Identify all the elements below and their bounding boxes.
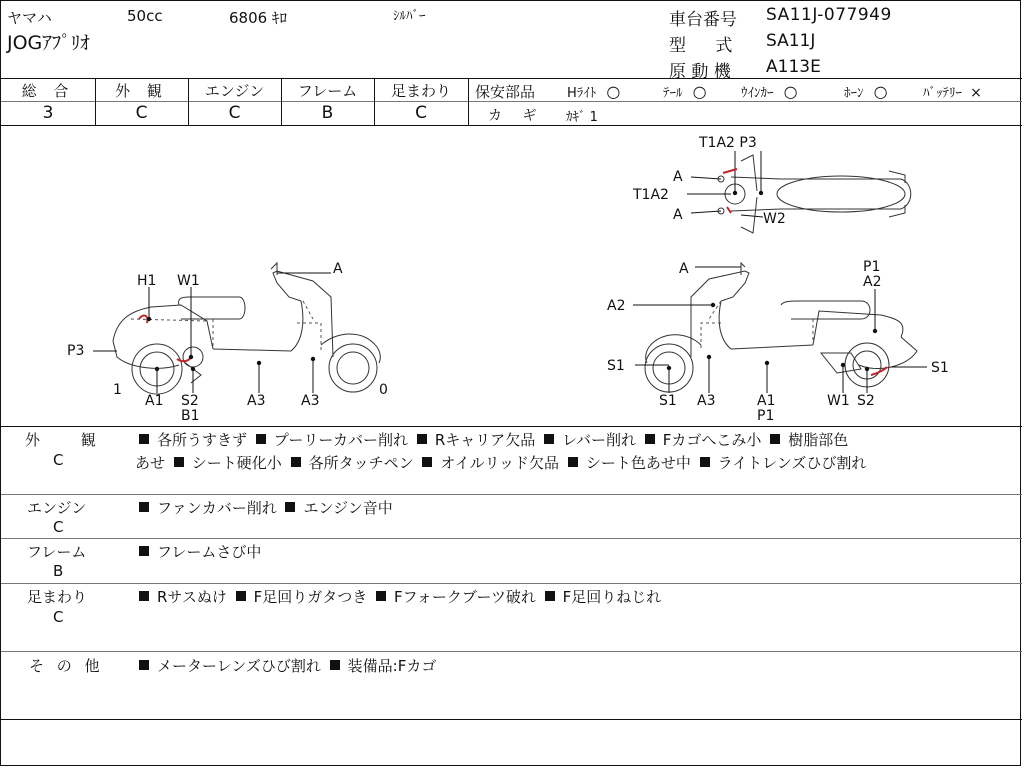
note-other-label: そ の 他 — [29, 657, 104, 675]
divider — [1, 101, 468, 102]
safety-item-battery — [923, 82, 982, 101]
note-item: 各所うすきず — [157, 431, 248, 449]
label-left-H1: H1 — [137, 273, 157, 289]
label-left-W1: W1 — [177, 273, 200, 289]
divider — [1, 494, 1022, 495]
label-right-P1-bottom: P1 — [757, 408, 775, 424]
divider — [468, 101, 1022, 102]
bullet-icon — [376, 591, 386, 601]
displacement: 50cc — [127, 7, 163, 25]
suspension-value: C — [415, 103, 427, 123]
bullet-icon — [174, 457, 184, 467]
divider — [1, 78, 1022, 79]
label-right-A2: A2 — [863, 274, 882, 290]
label-right-A: A — [679, 261, 689, 277]
bullet-icon — [545, 591, 555, 601]
note-item: シート硬化小 — [191, 454, 282, 472]
bullet-icon — [139, 660, 149, 670]
label-top-A-lower: A — [673, 207, 683, 223]
frame-no-label: 車台番号 — [669, 10, 737, 30]
suspension-label: 足まわり — [390, 82, 451, 100]
engine-model-value: A113E — [766, 57, 821, 77]
mileage: 6806 ｷﾛ — [229, 9, 287, 27]
safety-mark: ○ — [873, 82, 888, 101]
exterior-label: 外 観 — [115, 82, 168, 100]
label-left-A: A — [333, 261, 343, 277]
label-right-S1-bottom: S1 — [659, 393, 677, 409]
bullet-icon — [236, 591, 246, 601]
note-item: レバー削れ — [562, 431, 637, 449]
divider — [1, 426, 1022, 427]
label-right-W1: W1 — [827, 393, 850, 409]
frame-no: SA11J-077949 — [766, 5, 892, 25]
bullet-icon — [645, 434, 655, 444]
key-value: ｶｷﾞ 1 — [566, 110, 598, 125]
scooter-top-outline — [718, 155, 911, 233]
divider — [468, 78, 469, 125]
frame-value: B — [321, 103, 334, 123]
safety-item-tail — [663, 82, 707, 101]
bullet-icon — [417, 434, 427, 444]
label-left-0: 0 — [379, 382, 388, 398]
note-frame-line — [135, 541, 261, 562]
note-engine-line — [135, 497, 393, 518]
label-top-W2: W2 — [763, 211, 786, 227]
label-right-S1-right: S1 — [931, 360, 949, 376]
safety-item-headlight — [567, 82, 620, 101]
note-item: プーリーカバー削れ — [273, 431, 409, 449]
maker: ヤマハ — [7, 9, 52, 27]
note-exterior-grade: C — [53, 451, 64, 469]
note-item: F足回りねじれ — [562, 588, 662, 606]
note-item: エンジン音中 — [303, 499, 393, 517]
note-item: Fフォークブーツ破れ — [394, 588, 536, 606]
bullet-icon — [544, 434, 554, 444]
bullet-icon — [568, 457, 578, 467]
note-suspension-label: 足まわり — [27, 588, 88, 606]
note-suspension-line — [135, 586, 661, 607]
safety-label: 保安部品 — [475, 83, 536, 101]
note-item: あせ — [135, 454, 166, 472]
bullet-icon — [139, 591, 149, 601]
frame-label: フレーム — [297, 82, 358, 100]
safety-item-winker — [741, 82, 798, 101]
type-value: SA11J — [766, 31, 816, 51]
bullet-icon — [256, 434, 266, 444]
label-left-A1: A1 — [145, 393, 164, 409]
safety-item-name: ﾎｰﾝ — [844, 86, 864, 101]
note-item: ライトレンズひび割れ — [717, 454, 867, 472]
note-item: ファンカバー削れ — [157, 499, 277, 517]
safety-mark: ○ — [606, 82, 621, 101]
note-item: Rキャリア欠品 — [434, 431, 536, 449]
engine-label: エンジン — [204, 82, 265, 100]
label-right-A3: A3 — [697, 393, 716, 409]
damage-marks — [139, 169, 887, 375]
color: ｼﾙﾊﾞｰ — [393, 9, 426, 24]
safety-item-name: ｳｲﾝｶｰ — [741, 86, 774, 101]
type-label: 型 式 — [669, 36, 745, 56]
bullet-icon — [770, 434, 780, 444]
note-item: 装備品:Fカゴ — [347, 657, 437, 675]
label-right-A2-left: A2 — [607, 298, 626, 314]
label-right-P1: P1 — [863, 259, 881, 275]
safety-item-name: Hﾗｲﾄ — [567, 86, 597, 101]
bullet-icon — [330, 660, 340, 670]
divider — [1, 719, 1022, 720]
note-exterior-line2 — [135, 452, 866, 473]
label-left-1: 1 — [113, 382, 122, 398]
exterior-value: C — [135, 103, 148, 123]
divider — [1, 538, 1022, 539]
note-exterior-line1 — [135, 429, 848, 450]
label-left-S2: S2 — [181, 393, 199, 409]
note-item: メーターレンズひび割れ — [157, 657, 321, 675]
bullet-icon — [139, 434, 149, 444]
safety-item-name: ﾃｰﾙ — [663, 86, 683, 101]
label-top-T1A2: T1A2 — [633, 187, 669, 203]
note-engine-grade: C — [53, 518, 64, 536]
key-label: カ ギ — [488, 108, 545, 124]
safety-mark: ○ — [783, 82, 798, 101]
bullet-icon — [139, 502, 149, 512]
overall-label: 総 合 — [21, 82, 75, 100]
note-item: 各所タッチペン — [308, 454, 414, 472]
label-top-T1A2-P3: T1A2 P3 — [699, 135, 757, 151]
bullet-icon — [285, 502, 295, 512]
divider — [1, 583, 1022, 584]
bullet-icon — [291, 457, 301, 467]
engine-value: C — [228, 103, 241, 123]
note-frame-label: フレーム — [27, 543, 87, 561]
scooter-diagram — [1, 126, 1020, 426]
label-left-A3a: A3 — [247, 393, 266, 409]
bullet-icon — [422, 457, 432, 467]
note-suspension-grade: C — [53, 608, 64, 626]
note-item: 樹脂部色 — [788, 431, 849, 449]
note-frame-grade: B — [53, 562, 64, 580]
note-item: オイルリッド欠品 — [440, 454, 560, 472]
label-left-A3b: A3 — [301, 393, 320, 409]
label-right-A1: A1 — [757, 393, 776, 409]
label-right-S1-left: S1 — [607, 358, 625, 374]
note-item: Fカゴへこみ小 — [662, 431, 762, 449]
divider — [1, 651, 1022, 652]
note-item: Rサスぬけ — [157, 588, 227, 606]
engine-model-label: 原 動 機 — [669, 62, 731, 82]
note-other-line — [135, 655, 436, 676]
label-left-B1: B1 — [181, 408, 200, 424]
bullet-icon — [700, 457, 710, 467]
safety-mark: × — [970, 85, 982, 101]
safety-item-name: ﾊﾞｯﾃﾘｰ — [923, 86, 962, 101]
model-name: JOGｱﾌﾟﾘｵ — [7, 32, 90, 54]
safety-mark: ○ — [692, 82, 707, 101]
overall-value: 3 — [42, 103, 54, 123]
bullet-icon — [139, 546, 149, 556]
label-right-S2: S2 — [857, 393, 875, 409]
note-item: F足回りガタつき — [253, 588, 368, 606]
label-left-P3: P3 — [67, 343, 85, 359]
note-item: シート色あせ中 — [585, 454, 691, 472]
label-top-A-upper: A — [673, 169, 683, 185]
note-exterior-label: 外 観 — [25, 431, 114, 449]
safety-item-horn — [844, 82, 888, 101]
note-engine-label: エンジン — [27, 499, 87, 517]
note-item: フレームさび中 — [157, 543, 262, 561]
